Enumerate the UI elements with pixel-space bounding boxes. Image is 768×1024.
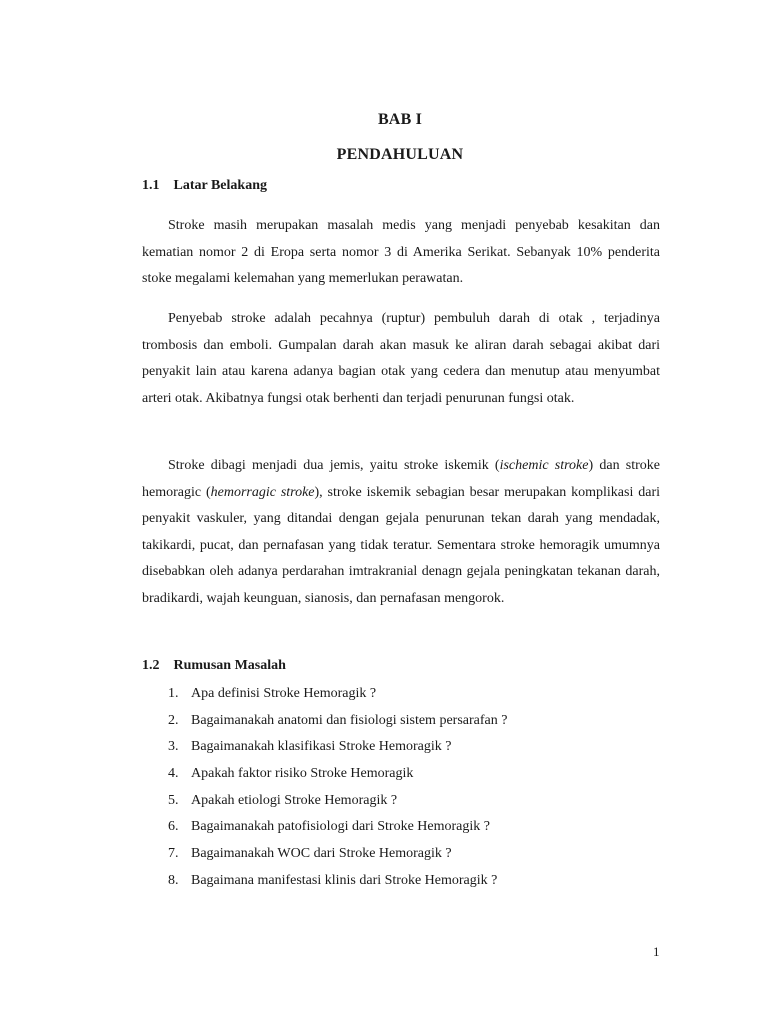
list-item-number: 6.	[168, 819, 179, 835]
list-item	[168, 734, 507, 761]
list-item-number: 4.	[168, 766, 179, 782]
paragraph-2: Penyebab stroke adalah pecahnya (ruptur) pembuluh darah di otak , terjadinya trombosis dan emboli. Gumpalan darah akan masuk ke aliran darah sebagai akibat dari penyakit lain atau karena adanya bagian otak yang cedera dan menutup atau menyumbat arteri otak. Akibatnya fungsi otak berhenti dan terjadi penurunan fungsi otak.	[142, 311, 660, 406]
paragraph-3-italic-hemorragic: hemorragic stroke	[210, 484, 315, 500]
list-item	[168, 788, 507, 815]
chapter-heading: BAB I	[377, 111, 423, 128]
list-item	[168, 814, 507, 841]
list-item	[168, 761, 507, 788]
list-item-number: 3.	[168, 739, 179, 755]
list-item-text: Bagaimanakah WOC dari Stroke Hemoragik ?	[191, 846, 452, 862]
section-title: Latar Belakang	[173, 178, 267, 193]
paragraph-3-italic-ischemic: ischemic stroke	[499, 458, 589, 473]
list-item-number: 7.	[168, 846, 179, 862]
list-item-text: Bagaimanakah klasifikasi Stroke Hemoragik ?	[191, 739, 452, 755]
paragraph-3-text-2: ) dan stroke hemoragic (	[142, 458, 660, 500]
list-item	[168, 868, 507, 895]
paragraph-3-text-3: ), stroke iskemik sebagian besar merupakan komplikasi dari penyakit vaskuler, yang ditandai dengan gejala penurunan tekan darah yang mendadak, takikardi, pucat, dan pernafasan yang tidak teratur. Sementara stroke hemoragik umumnya disebabkan oleh adanya perdarahan imtrakranial denagn gejala peningkatan tekanan darah, bradikardi, wajah keunguan, sianosis, dan pernafasan mengorok.	[142, 484, 660, 606]
list-item-number: 5.	[168, 792, 179, 808]
page-number: 1	[653, 944, 660, 959]
list-item-text: Apakah faktor risiko Stroke Hemoragik	[191, 766, 414, 782]
section-heading-latar-belakang	[142, 178, 267, 194]
list-item-number: 1.	[168, 686, 179, 701]
list-item-number: 2.	[168, 712, 179, 728]
list-item	[168, 708, 507, 735]
paragraph-3	[142, 453, 660, 613]
chapter-title: PENDAHULUAN	[336, 146, 464, 163]
section-title: Rumusan Masalah	[173, 658, 286, 673]
list-item-text: Bagaimanakah patofisiologi dari Stroke Hemoragik ?	[191, 819, 490, 835]
list-item	[168, 681, 507, 708]
list-item-text: Apakah etiologi Stroke Hemoragik ?	[191, 792, 398, 808]
paragraph-3-text-1: Stroke dibagi menjadi dua jemis, yaitu stroke iskemik (	[168, 458, 500, 473]
section-heading-rumusan-masalah	[142, 658, 286, 674]
question-list	[168, 681, 507, 895]
paragraph-1: Stroke masih merupakan masalah medis yang menjadi penyebab kesakitan dan kematian nomor 2 di Eropa serta nomor 3 di Amerika Serikat. Sebanyak 10% penderita stoke megalami kelemahan yang memerlukan perawatan.	[142, 218, 660, 287]
section-number: 1.1	[142, 178, 160, 193]
list-item-text: Bagaimana manifestasi klinis dari Stroke Hemoragik ?	[191, 872, 498, 888]
section-number: 1.2	[142, 658, 160, 673]
list-item-text: Bagaimanakah anatomi dan fisiologi sistem persarafan ?	[191, 712, 508, 728]
list-item-text: Apa definisi Stroke Hemoragik ?	[191, 686, 377, 701]
list-item-number: 8.	[168, 872, 179, 888]
list-item	[168, 841, 507, 868]
